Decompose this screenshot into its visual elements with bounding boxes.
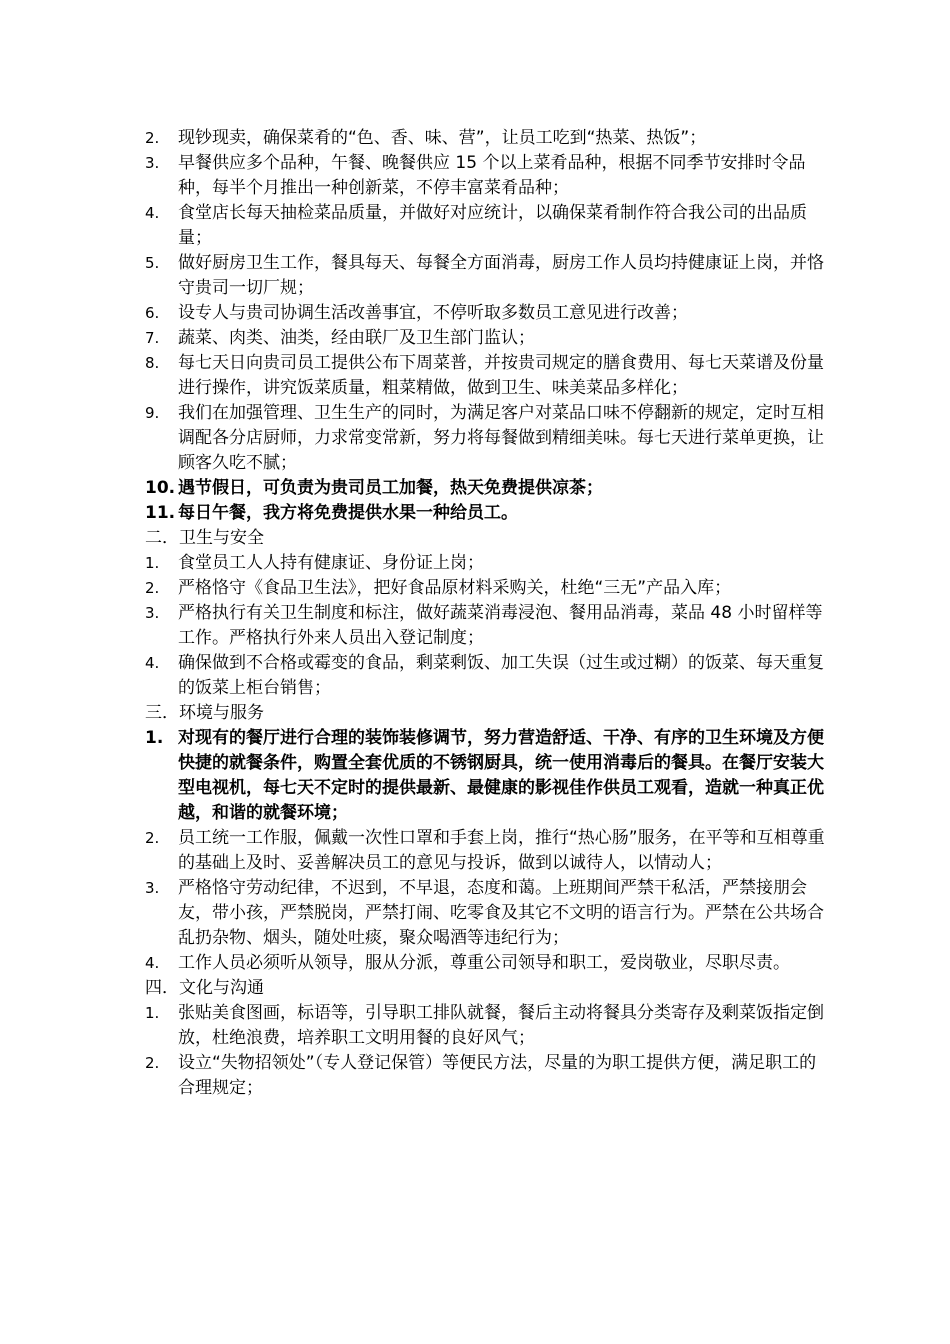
document-body [145, 126, 825, 1101]
list-item [145, 876, 825, 951]
item-number: 1. [145, 728, 164, 748]
item-text: 食堂员工人人持有健康证、身份证上岗； [178, 553, 484, 573]
list-item [145, 126, 825, 151]
item-text: 现钞现卖，确保菜肴的“色、香、味、营”，让员工吃到“热菜、热饭”； [178, 128, 707, 148]
item-number: 4. [145, 204, 160, 222]
item-text: 严格执行有关卫生制度和标注，做好蔬菜消毒浸泡、餐用品消毒，菜品 48 小时留样等工作。严格执行外来人员出入登记制度； [178, 603, 823, 648]
list-item [145, 1001, 825, 1051]
list-item [145, 651, 825, 701]
item-text: 做好厨房卫生工作，餐具每天、每餐全方面消毒，厨房工作人员均持健康证上岗，并恪守贵司一切厂规； [178, 253, 824, 298]
item-text: 严格恪守《食品卫生法》，把好食品原材料采购关，杜绝“三无”产品入库； [178, 578, 732, 598]
item-number: 2. [145, 1054, 160, 1072]
item-number: 2. [145, 579, 160, 597]
item-text: 我们在加强管理、卫生生产的同时，为满足客户对菜品口味不停翻新的规定，定时互相调配各分店厨师，力求常变常新，努力将每餐做到精细美味。每七天进行菜单更换，让顾客久吃不腻； [178, 403, 824, 473]
item-number: 10. [145, 478, 176, 498]
item-number: 1. [145, 554, 160, 572]
list-item [145, 251, 825, 301]
item-number: 3. [145, 604, 160, 622]
item-text: 工作人员必须听从领导，服从分派，尊重公司领导和职工，爱岗敬业，尽职尽责。 [178, 953, 790, 973]
section-heading-culture-communication: 四．文化与沟通 [145, 978, 264, 998]
item-text: 严格恪守劳动纪律，不迟到，不早退，态度和蔼。上班期间严禁干私活，严禁接朋会友，带小孩，严禁脱岗，严禁打闹、吃零食及其它不文明的语言行为。严禁在公共场合乱扔杂物、烟头，随处吐痰，聚众喝酒等违纪行为； [178, 878, 824, 948]
item-number: 8. [145, 354, 160, 372]
section-heading-environment-service: 三．环境与服务 [145, 703, 264, 723]
item-text: 确保做到不合格或霉变的食品，剩菜剩饭、加工失误（过生或过糊）的饭菜、每天重复的饭菜上柜台销售； [178, 653, 824, 698]
item-text: 设专人与贵司协调生活改善事宜，不停听取多数员工意见进行改善； [178, 303, 688, 323]
item-number: 7. [145, 329, 160, 347]
item-number: 9. [145, 404, 160, 422]
item-text: 早餐供应多个品种，午餐、晚餐供应 15 个以上菜肴品种，根据不同季节安排时令品种，每半个月推出一种创新菜，不停丰富菜肴品种； [178, 153, 806, 198]
item-text: 员工统一工作服，佩戴一次性口罩和手套上岗，推行“热心肠”服务，在平等和互相尊重的基础上及时、妥善解决员工的意见与投诉，做到以诚待人，以情动人； [178, 828, 825, 873]
item-number: 4. [145, 654, 160, 672]
list-item [145, 151, 825, 201]
item-number: 11. [145, 503, 176, 523]
list-item [145, 401, 825, 476]
item-text: 遇节假日，可负责为贵司员工加餐，热天免费提供凉茶； [178, 478, 603, 498]
item-number: 4. [145, 954, 160, 972]
item-number: 3. [145, 879, 160, 897]
list-item [145, 1051, 825, 1101]
list-item [145, 726, 825, 826]
section-heading-hygiene-safety: 二．卫生与安全 [145, 528, 264, 548]
list-item [145, 301, 825, 326]
list-item [145, 551, 825, 576]
list-item [145, 601, 825, 651]
list-item [145, 826, 825, 876]
item-text: 每日午餐，我方将免费提供水果一种给员工。 [178, 503, 518, 523]
list-item [145, 951, 825, 976]
item-number: 6. [145, 304, 160, 322]
item-number: 2. [145, 829, 160, 847]
list-item [145, 201, 825, 251]
item-number: 3. [145, 154, 160, 172]
item-number: 1. [145, 1004, 160, 1022]
item-text: 蔬菜、肉类、油类，经由联厂及卫生部门监认； [178, 328, 535, 348]
list-item [145, 576, 825, 601]
item-text: 每七天日向贵司员工提供公布下周菜普，并按贵司规定的膳食费用、每七天菜谱及份量进行操作，讲究饭菜质量，粗菜精做，做到卫生、味美菜品多样化； [178, 353, 824, 398]
list-item [145, 351, 825, 401]
item-text: 张贴美食图画，标语等，引导职工排队就餐，餐后主动将餐具分类寄存及剩菜饭指定倒放，杜绝浪费，培养职工文明用餐的良好风气； [178, 1003, 824, 1048]
item-text: 食堂店长每天抽检菜品质量，并做好对应统计，以确保菜肴制作符合我公司的出品质量； [178, 203, 807, 248]
list-item [145, 476, 825, 501]
item-text: 对现有的餐厅进行合理的装饰装修调节，努力营造舒适、干净、有序的卫生环境及方便快捷的就餐条件，购置全套优质的不锈钢厨具，统一使用消毒后的餐具。在餐厅安装大型电视机，每七天不定时的提供最新、最健康的影视佳作供员工观看，造就一种真正优越，和谐的就餐环境； [178, 728, 824, 823]
item-number: 5. [145, 254, 160, 272]
item-text: 设立“失物招领处”（专人登记保管）等便民方法，尽量的为职工提供方便，满足职工的合理规定； [178, 1053, 817, 1098]
item-number: 2. [145, 129, 160, 147]
list-item [145, 326, 825, 351]
list-item [145, 501, 825, 526]
